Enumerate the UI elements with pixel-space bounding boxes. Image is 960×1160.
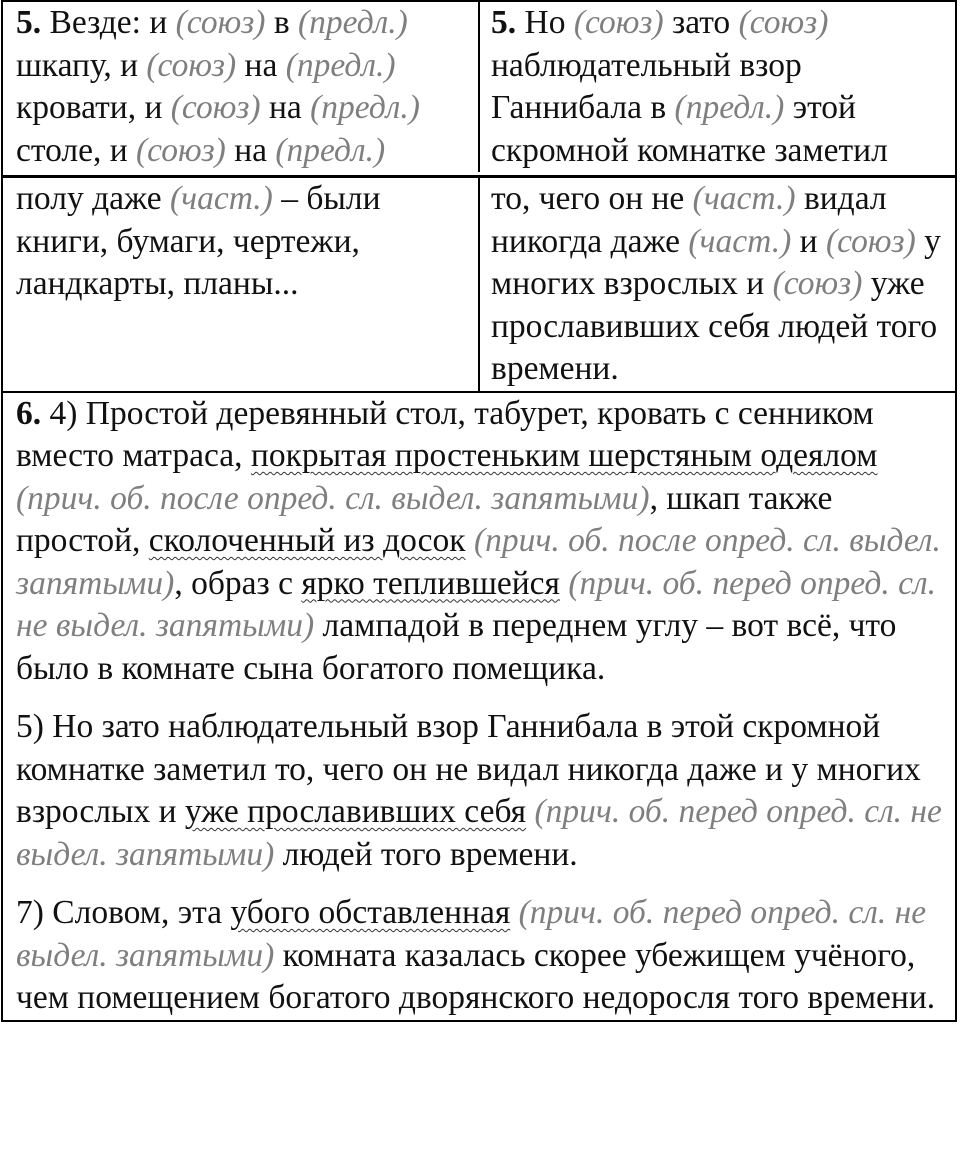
grammar-note: (предл.) [674, 89, 785, 126]
grammar-note: (союз) [170, 89, 261, 126]
grammar-note: (прич. об. перед опред. сл. не выдел. запятыми) [16, 564, 936, 644]
text-run: людей того времени. [274, 835, 578, 873]
text-run: столе, и [16, 131, 137, 169]
text-run: комната казалась скорее убежищем учёного, чем помещением богатого дворянского недоросля того времени. [16, 936, 936, 1016]
text-run: у многих взрослых и [491, 222, 941, 302]
grammar-note: (предл.) [285, 46, 396, 84]
analysis-block [3, 391, 955, 1020]
text-run: 4) Простой деревянный стол, табурет, кровать с сенником вместо матраса, [16, 394, 874, 474]
text-run: лампадой в переднем углу – вот всё, что было в комнате сына богатого помещика. [16, 607, 897, 687]
grammar-note: (союз) [136, 131, 226, 169]
grammar-note: (прич. об. после опред. сл. выдел. запятыми) [16, 479, 650, 517]
text-run: на [260, 89, 311, 126]
text-run: Но [516, 4, 574, 41]
grammar-note: (союз) [772, 265, 863, 302]
row-2-left-cell [3, 178, 480, 391]
item-number: 5. [16, 4, 42, 41]
participial-phrase: покрытая простеньким шерстяным одеялом [250, 437, 878, 474]
text-run [466, 522, 474, 559]
grammar-note: (союз) [146, 46, 237, 84]
grammar-note: (част.) [688, 222, 792, 260]
participial-phrase: сколоченный из досок [148, 522, 466, 559]
row-2-right-cell [480, 178, 955, 391]
text-run: 5) Но зато наблюдательный взор Ганнибала в этой скромной комнатке заметил то, чего он не видал никогда даже и у многих взрослых и [16, 708, 921, 830]
text-run: и [791, 222, 826, 260]
paragraph-7 [16, 892, 943, 1020]
text-run: полу даже [16, 180, 170, 217]
participial-phrase: убого обставленная [230, 894, 511, 931]
grammar-note: (част.) [169, 180, 273, 217]
grammar-note: (союз) [175, 4, 266, 41]
grammar-note: (союз) [825, 222, 916, 260]
grammar-note: (прич. об. перед опред. сл. не выдел. запятыми) [16, 894, 927, 974]
text-run: наблюдательный взор Ганнибала в [491, 46, 802, 126]
grammar-note: (союз) [738, 4, 829, 41]
text-run: в [265, 4, 299, 41]
paragraph-6-4 [16, 393, 943, 691]
item-number: 6. [16, 394, 42, 432]
text-run: , образ с [174, 564, 302, 602]
item-number: 5. [491, 4, 517, 41]
grammar-note: (предл.) [310, 89, 420, 126]
row-1-right-cell [480, 2, 955, 172]
text-run: этой скромной комнатке заметил [491, 89, 888, 169]
grammar-note: (предл.) [275, 131, 386, 169]
text-run: то, чего он не [491, 180, 693, 217]
grammar-note: (прич. об. перед опред. сл. не выдел. запятыми) [16, 793, 942, 873]
answer-sheet [1, 0, 957, 1022]
grammar-note: (част.) [692, 180, 796, 217]
participial-phrase: уже прославивших себя [184, 793, 527, 830]
text-run: на [225, 131, 276, 169]
participial-phrase: ярко теплившейся [301, 564, 560, 602]
grammar-note: (союз) [573, 4, 664, 41]
row-1-left-cell [3, 2, 480, 172]
text-run: 7) Словом, эта [16, 894, 231, 931]
text-run: уже прославивших себя людей того времени. [491, 265, 938, 387]
table-row-1 [3, 0, 955, 172]
text-run: зато [663, 4, 739, 41]
text-run: кровати, и [16, 89, 171, 126]
grammar-note: (прич. об. после опред. сл. выдел. запятыми) [16, 522, 941, 602]
text-run [510, 894, 518, 931]
text-run: Везде: и [41, 4, 176, 41]
table-row-2 [3, 175, 955, 391]
text-run: , шкап также простой, [16, 479, 833, 559]
analysis-content [3, 393, 955, 1020]
grammar-note: (предл.) [298, 4, 408, 41]
paragraph-5 [16, 706, 943, 876]
text-run: – были книги, бумаги, чертежи, ландкарты, планы... [16, 180, 381, 302]
text-run: на [236, 46, 286, 84]
text-run: шкапу, и [16, 46, 147, 84]
text-run: видал никогда даже [491, 180, 887, 260]
